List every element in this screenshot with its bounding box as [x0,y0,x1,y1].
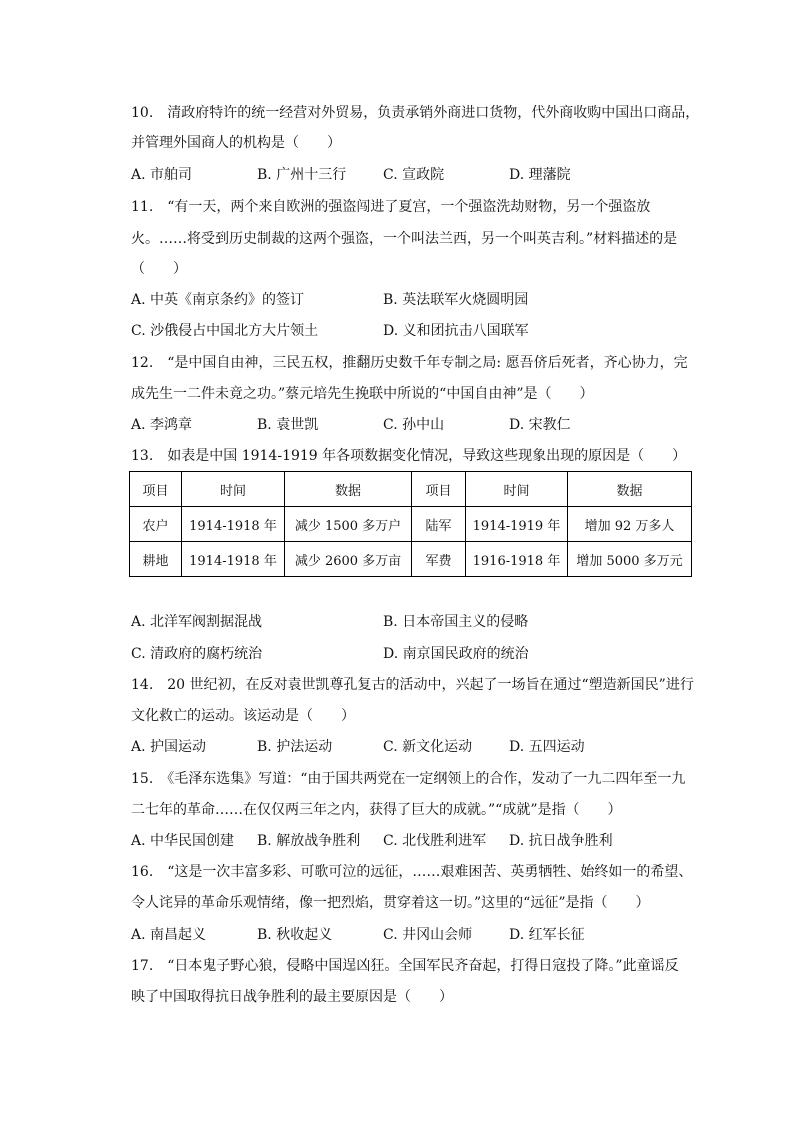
table-cell: 陆军 [412,507,466,542]
table-cell: 减少 1500 多万户 [285,507,412,542]
table-cell: 增加 5000 多万元 [568,542,692,577]
table-row [130,507,692,542]
question-11-option-d: D. 义和团抗击八国联军 [383,323,529,339]
question-17-stem-line2: 映了中国取得抗日战争胜利的最主要原因是（ ） [131,989,453,1005]
question-13-stem-line1: 13. 如表是中国 1914-1919 年各项数据变化情况，导致这些现象出现的原因是（ ） [131,448,687,464]
question-11-option-c: C. 沙俄侵占中国北方大片领土 [131,323,319,339]
question-14-option-d: D. 五四运动 [509,739,585,755]
table-header-row [130,472,692,507]
table-cell: 增加 92 万多人 [568,507,692,542]
question-11-stem-line1: 11. “有一天，两个来自欧洲的强盗闯进了夏宫，一个强盗洗劫财物，另一个强盗放 [131,199,651,215]
question-12-stem-line1: 12. “是中国自由神，三民五权，推翻历史数千年专制之局: 愿吾侪后死者，齐心协力，完 [131,355,688,371]
table-header-cell: 数据 [285,472,412,507]
question-10-option-c: C. 宣政院 [383,167,445,183]
question-10-option-b: B. 广州十三行 [257,167,347,183]
question-12-option-b: B. 袁世凯 [257,417,319,433]
question-15-option-c: C. 北伐胜利进军 [383,833,487,849]
question-12-option-a: A. 李鸿章 [131,417,193,433]
question-11-stem-line3: （ ） [131,261,187,277]
table-header-cell: 时间 [182,472,285,507]
table-cell: 1914-1919 年 [466,507,568,542]
question-11-option-a: A. 中英《南京条约》的签订 [131,292,305,308]
table-header-cell: 项目 [130,472,182,507]
question-17-stem-line1: 17. “日本鬼子野心狼，侵略中国逞凶狂。全国军民齐奋起，打得日寇投了降。”此童谣反 [131,958,679,974]
table-header-cell: 数据 [568,472,692,507]
question-10-option-a: A. 市舶司 [131,167,193,183]
question-16-option-c: C. 井冈山会师 [383,927,473,943]
question-12-option-c: C. 孙中山 [383,417,445,433]
question-16-stem-line1: 16. “这是一次丰富多彩、可歌可泣的远征，……艰难困苦、英勇牺牲、始终如一的希望、 [131,864,693,880]
question-13-data-table [129,471,692,577]
table-cell: 1916-1918 年 [466,542,568,577]
table-header-cell: 项目 [412,472,466,507]
question-15-stem-line2: 二七年的革命……在仅仅两三年之内，获得了巨大的成就。”“成就”是指（ ） [131,802,622,818]
question-12-option-d: D. 宋教仁 [509,417,571,433]
question-13-option-c: C. 清政府的腐朽统治 [131,646,263,662]
question-14-option-c: C. 新文化运动 [383,739,473,755]
question-10-option-d: D. 理藩院 [509,167,571,183]
table-cell: 耕地 [130,542,182,577]
question-11-option-b: B. 英法联军火烧圆明园 [383,292,529,308]
question-13-option-b: B. 日本帝国主义的侵略 [383,614,529,630]
question-12-stem-line2: 成先生一二件未竟之功。”蔡元培先生挽联中所说的“中国自由神”是（ ） [131,386,594,402]
question-14-option-a: A. 护国运动 [131,739,207,755]
question-10-stem-line1: 10. 清政府特许的统一经营对外贸易，负责承销外商进口货物，代外商收购中国出口商品， [131,105,700,121]
table-cell: 军费 [412,542,466,577]
question-16-stem-line2: 令人诧异的革命乐观情绪，像一把烈焰，贯穿着这一切。”这里的“远征”是指（ ） [131,895,650,911]
question-16-option-a: A. 南昌起义 [131,927,207,943]
question-15-option-b: B. 解放战争胜利 [257,833,361,849]
table-cell: 1914-1918 年 [182,507,285,542]
question-16-option-d: D. 红军长征 [509,927,585,943]
table-header-cell: 时间 [466,472,568,507]
question-16-option-b: B. 秋收起义 [257,927,333,943]
question-15-stem-line1: 15. 《毛泽东选集》写道：“由于国共两党在一定纲领上的合作，发动了一九二四年至一九 [131,771,686,787]
question-15-option-a: A. 中华民国创建 [131,833,235,849]
table-cell: 农户 [130,507,182,542]
question-10-stem-line2: 并管理外国商人的机构是（ ） [131,135,341,151]
question-14-stem-line1: 14. 20 世纪初，在反对袁世凯尊孔复古的活动中，兴起了一场旨在通过“塑造新国民”进行 [131,677,694,693]
question-14-option-b: B. 护法运动 [257,739,333,755]
question-13-option-d: D. 南京国民政府的统治 [383,646,529,662]
question-11-stem-line2: 火。……将受到历史制裁的这两个强盗，一个叫法兰西，另一个叫英吉利。”材料描述的是 [131,231,678,247]
question-14-stem-line2: 文化救亡的运动。该运动是（ ） [131,708,355,724]
question-13-option-a: A. 北洋军阀割据混战 [131,614,263,630]
table-cell: 1914-1918 年 [182,542,285,577]
table-row [130,542,692,577]
question-15-option-d: D. 抗日战争胜利 [509,833,613,849]
table-cell: 减少 2600 多万亩 [285,542,412,577]
